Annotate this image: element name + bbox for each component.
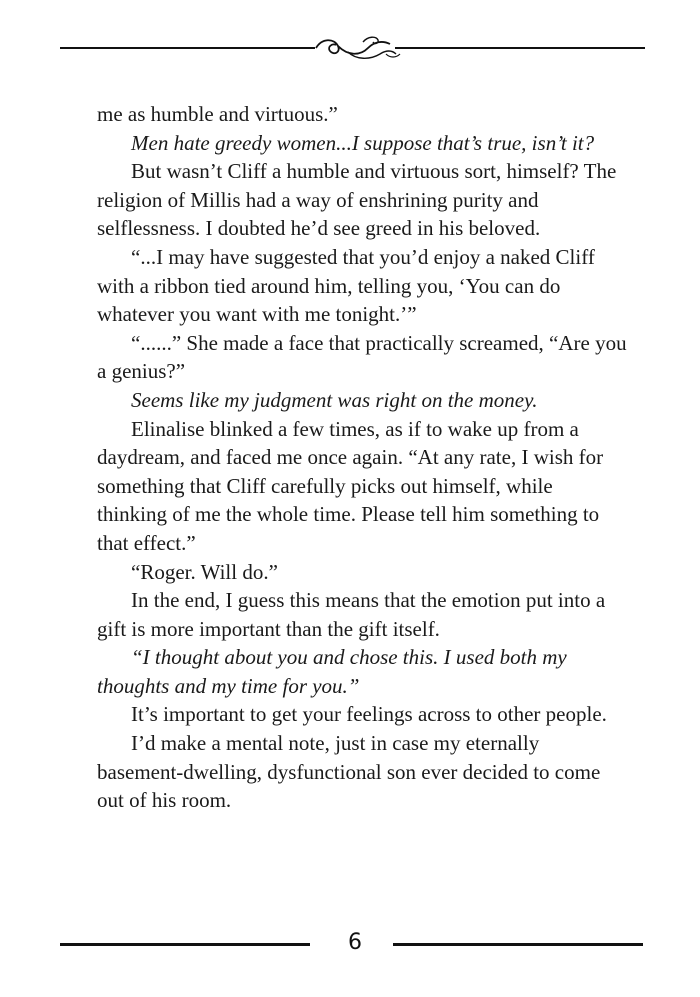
paragraph-10: “I thought about you and chose this. I used both my thoughts and my time for you.” <box>97 645 567 698</box>
header-rule-left <box>60 47 315 49</box>
paragraph-6: Seems like my judgment was right on the money. <box>131 387 538 412</box>
page-number: 6 <box>348 930 362 955</box>
paragraph-4: “...I may have suggested that you’d enjoy a naked Cliff with a ribbon tied around him, telling you, ‘You can do whatever you want with me tonight.’” <box>97 244 595 327</box>
paragraph-8: “Roger. Will do.” <box>131 559 278 584</box>
flourish-ornament-icon <box>308 30 403 66</box>
paragraph-2: Men hate greedy women...I suppose that’s true, isn’t it? <box>131 130 595 155</box>
paragraph-9: In the end, I guess this means that the emotion put into a gift is more important than the gift itself. <box>97 588 606 641</box>
header-rule-right <box>395 47 645 49</box>
footer-rule-left <box>60 943 310 946</box>
page-body <box>97 100 627 815</box>
paragraph-11: It’s important to get your feelings across to other people. <box>131 702 607 727</box>
paragraph-5: “......” She made a face that practically screamed, “Are you a genius?” <box>97 330 627 384</box>
footer-rule-right <box>393 943 643 946</box>
paragraph-3: But wasn’t Cliff a humble and virtuous sort, himself? The religion of Millis had a way of enshrining purity and selflessness. I doubted he’d see greed in his beloved. <box>97 159 617 241</box>
paragraph-7: Elinalise blinked a few times, as if to wake up from a daydream, and faced me once again. “At any rate, I wish for something that Cliff carefully picks out himself, while thinking of me the whole time. Please tell him something to that effect.” <box>97 416 604 555</box>
paragraph-1: me as humble and virtuous.” <box>97 102 338 126</box>
paragraph-12: I’d make a mental note, just in case my eternally basement-dwelling, dysfunctional son ever decided to come out of his room. <box>97 731 601 813</box>
